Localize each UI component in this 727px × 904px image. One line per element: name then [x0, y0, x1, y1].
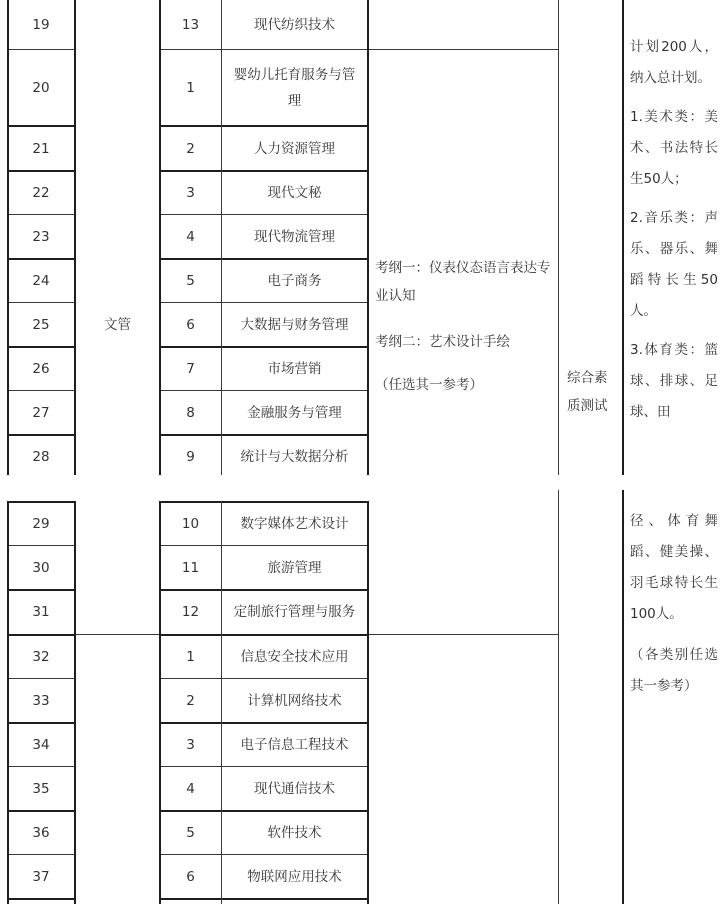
notes-bottom	[630, 506, 718, 702]
num-cell: 10	[181, 515, 200, 532]
major-cell: 现代通信技术	[254, 780, 335, 797]
test-type-cell: 综合素质测试	[567, 370, 608, 414]
major-cell: 数字媒体艺术设计	[240, 515, 349, 532]
seq-cell: 26	[32, 361, 50, 377]
seq-cell: 32	[32, 649, 50, 665]
seq-cell: 33	[32, 692, 50, 709]
notes-top	[630, 32, 718, 428]
major-cell: 现代纺织技术	[254, 16, 335, 33]
num-cell: 5	[186, 825, 195, 841]
major-cell: 大数据与财务管理	[240, 316, 349, 333]
seq-cell: 23	[32, 228, 50, 245]
seq-cell: 30	[32, 559, 50, 576]
seq-cell: 37	[32, 868, 50, 885]
num-cell: 6	[186, 868, 195, 885]
note-item-3-part1: 3.体育类：篮球、排球、足球、田	[630, 342, 718, 420]
seq-cell: 24	[32, 273, 50, 289]
category-cell: 文管	[104, 317, 131, 333]
num-cell: 12	[181, 604, 200, 620]
major-cell: 定制旅行管理与服务	[233, 604, 356, 620]
major-cell: 婴幼儿托育服务与管理	[233, 66, 356, 109]
seq-cell: 34	[32, 737, 50, 753]
num-cell: 13	[181, 16, 200, 33]
num-cell: 1	[186, 79, 195, 96]
seq-cell: 20	[32, 79, 50, 96]
exam-outline-2: 考纲二：艺术设计手绘	[375, 334, 510, 350]
major-cell: 电子信息工程技术	[240, 737, 349, 753]
num-cell: 1	[186, 649, 195, 665]
num-cell: 2	[186, 692, 195, 709]
seq-cell: 31	[32, 604, 50, 620]
num-cell: 11	[181, 559, 200, 576]
seq-cell: 19	[32, 16, 50, 33]
num-cell: 3	[186, 185, 195, 201]
seq-cell: 29	[32, 515, 50, 532]
num-cell: 5	[186, 273, 195, 289]
num-cell: 9	[186, 449, 195, 465]
major-cell: 统计与大数据分析	[240, 449, 349, 465]
num-cell: 2	[186, 140, 195, 157]
major-cell: 物联网应用技术	[247, 868, 342, 885]
seq-cell: 27	[32, 404, 50, 421]
seq-cell: 21	[32, 140, 50, 157]
page-break	[0, 475, 727, 490]
note-choice: （各类别任选其一参考）	[630, 647, 718, 694]
num-cell: 3	[186, 737, 195, 753]
note-intro: 计划200人，纳入总计划。	[630, 39, 718, 86]
seq-cell: 28	[32, 449, 50, 465]
major-cell: 人力资源管理	[254, 140, 335, 157]
note-item-2: 2.音乐类：声乐、器乐、舞蹈特长生50人。	[630, 210, 718, 319]
major-cell: 软件技术	[267, 825, 322, 841]
note-item-1: 1.美术类：美术、书法特长生50人；	[630, 109, 718, 187]
major-cell: 现代物流管理	[254, 228, 335, 245]
seq-cell: 22	[32, 185, 50, 201]
num-cell: 7	[186, 361, 195, 377]
major-cell: 计算机网络技术	[247, 692, 342, 709]
exam-outline-1: 考纲一：仪表仪态语言表达专业认知	[375, 260, 551, 304]
seq-cell: 36	[32, 825, 50, 841]
note-item-3-part2: 径、体育舞蹈、健美操、羽毛球特长生100人。	[630, 513, 718, 622]
major-cell: 电子商务	[267, 273, 322, 289]
num-cell: 6	[186, 316, 195, 333]
seq-cell: 35	[32, 780, 50, 797]
num-cell: 4	[186, 228, 195, 245]
major-cell: 市场营销	[267, 361, 322, 377]
major-cell: 现代文秘	[267, 185, 322, 201]
seq-cell: 25	[32, 316, 50, 333]
major-cell: 旅游管理	[267, 559, 322, 576]
exam-choice: （任选其一参考）	[375, 377, 483, 393]
major-cell: 金融服务与管理	[247, 404, 342, 421]
major-cell: 信息安全技术应用	[240, 649, 349, 665]
num-cell: 8	[186, 404, 195, 421]
num-cell: 4	[186, 780, 195, 797]
